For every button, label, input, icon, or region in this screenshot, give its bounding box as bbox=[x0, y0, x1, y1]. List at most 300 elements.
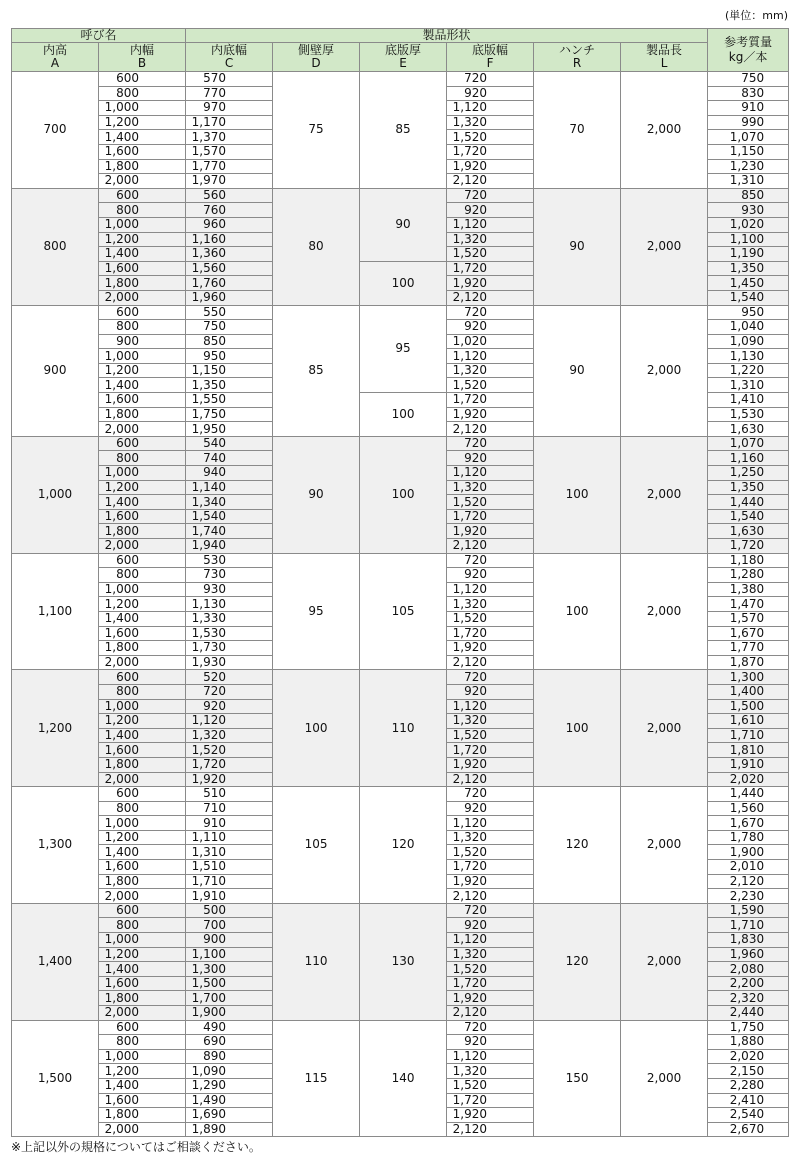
cell-inner-bottom-width: 740 bbox=[186, 451, 273, 466]
cell-inner-width: 1,600 bbox=[99, 743, 186, 758]
cell-bottom-width: 1,520 bbox=[447, 1078, 534, 1093]
cell-inner-width: 1,000 bbox=[99, 349, 186, 364]
cell-ref-weight: 2,120 bbox=[708, 874, 789, 889]
header-inner-bottom-width: 内底幅 C bbox=[186, 43, 273, 72]
cell-inner-width: 1,200 bbox=[99, 714, 186, 729]
cell-inner-height: 800 bbox=[12, 188, 99, 305]
cell-inner-bottom-width: 1,930 bbox=[186, 655, 273, 670]
table-row bbox=[12, 188, 789, 203]
cell-ref-weight: 1,220 bbox=[708, 363, 789, 378]
cell-inner-bottom-width: 850 bbox=[186, 334, 273, 349]
header-inner-height: 内高 A bbox=[12, 43, 99, 72]
cell-bottom-width: 1,320 bbox=[447, 363, 534, 378]
cell-ref-weight: 1,160 bbox=[708, 451, 789, 466]
cell-bottom-width: 2,120 bbox=[447, 174, 534, 189]
cell-inner-height: 1,300 bbox=[12, 787, 99, 904]
cell-bottom-width: 1,920 bbox=[447, 1108, 534, 1123]
cell-inner-width: 800 bbox=[99, 203, 186, 218]
cell-inner-width: 2,000 bbox=[99, 1122, 186, 1137]
cell-inner-width: 1,600 bbox=[99, 144, 186, 159]
cell-bottom-width: 1,920 bbox=[447, 757, 534, 772]
cell-side-wall: 80 bbox=[273, 188, 360, 305]
cell-length: 2,000 bbox=[621, 72, 708, 189]
cell-haunch: 120 bbox=[534, 903, 621, 1020]
ref-weight-unit: kg／本 bbox=[728, 50, 768, 64]
cell-inner-width: 2,000 bbox=[99, 1006, 186, 1021]
cell-bottom-width: 720 bbox=[447, 553, 534, 568]
cell-inner-width: 1,000 bbox=[99, 466, 186, 481]
cell-bottom-thickness: 90 bbox=[360, 188, 447, 261]
cell-haunch: 90 bbox=[534, 188, 621, 305]
footnote: ※上記以外の規格についてはご相談ください。 bbox=[11, 1140, 261, 1154]
cell-inner-width: 600 bbox=[99, 188, 186, 203]
cell-inner-bottom-width: 750 bbox=[186, 320, 273, 335]
table-row bbox=[12, 670, 789, 685]
cell-inner-bottom-width: 760 bbox=[186, 203, 273, 218]
cell-bottom-width: 1,520 bbox=[447, 962, 534, 977]
cell-inner-bottom-width: 1,910 bbox=[186, 889, 273, 904]
cell-inner-bottom-width: 540 bbox=[186, 436, 273, 451]
cell-inner-bottom-width: 510 bbox=[186, 787, 273, 802]
cell-inner-width: 600 bbox=[99, 670, 186, 685]
cell-ref-weight: 850 bbox=[708, 188, 789, 203]
cell-ref-weight: 1,350 bbox=[708, 261, 789, 276]
cell-ref-weight: 1,900 bbox=[708, 845, 789, 860]
cell-inner-width: 1,800 bbox=[99, 276, 186, 291]
header-bottom-thickness: 底版厚 E bbox=[360, 43, 447, 72]
cell-bottom-width: 920 bbox=[447, 684, 534, 699]
cell-ref-weight: 1,310 bbox=[708, 378, 789, 393]
cell-bottom-width: 720 bbox=[447, 188, 534, 203]
cell-inner-bottom-width: 1,690 bbox=[186, 1108, 273, 1123]
cell-inner-bottom-width: 550 bbox=[186, 305, 273, 320]
cell-inner-bottom-width: 950 bbox=[186, 349, 273, 364]
cell-inner-bottom-width: 530 bbox=[186, 553, 273, 568]
cell-ref-weight: 910 bbox=[708, 101, 789, 116]
cell-inner-bottom-width: 1,560 bbox=[186, 261, 273, 276]
cell-bottom-thickness: 100 bbox=[360, 436, 447, 553]
cell-ref-weight: 1,150 bbox=[708, 144, 789, 159]
cell-bottom-width: 1,320 bbox=[447, 232, 534, 247]
cell-inner-bottom-width: 1,110 bbox=[186, 830, 273, 845]
cell-inner-bottom-width: 1,750 bbox=[186, 407, 273, 422]
cell-inner-width: 1,600 bbox=[99, 976, 186, 991]
cell-inner-width: 1,800 bbox=[99, 159, 186, 174]
cell-length: 2,000 bbox=[621, 670, 708, 787]
cell-bottom-width: 920 bbox=[447, 918, 534, 933]
cell-inner-width: 1,800 bbox=[99, 641, 186, 656]
cell-inner-height: 1,100 bbox=[12, 553, 99, 670]
cell-ref-weight: 1,440 bbox=[708, 495, 789, 510]
cell-bottom-thickness: 140 bbox=[360, 1020, 447, 1137]
cell-ref-weight: 1,670 bbox=[708, 626, 789, 641]
cell-ref-weight: 1,300 bbox=[708, 670, 789, 685]
cell-inner-bottom-width: 1,300 bbox=[186, 962, 273, 977]
cell-inner-width: 800 bbox=[99, 451, 186, 466]
cell-inner-width: 2,000 bbox=[99, 655, 186, 670]
cell-inner-bottom-width: 1,160 bbox=[186, 232, 273, 247]
cell-ref-weight: 2,200 bbox=[708, 976, 789, 991]
cell-inner-width: 1,400 bbox=[99, 962, 186, 977]
cell-inner-bottom-width: 690 bbox=[186, 1035, 273, 1050]
cell-ref-weight: 1,180 bbox=[708, 553, 789, 568]
cell-bottom-width: 2,120 bbox=[447, 1122, 534, 1137]
unit-note: (単位：mm) bbox=[724, 9, 788, 22]
cell-inner-bottom-width: 1,350 bbox=[186, 378, 273, 393]
cell-bottom-width: 1,520 bbox=[447, 130, 534, 145]
cell-ref-weight: 2,440 bbox=[708, 1006, 789, 1021]
cell-bottom-width: 1,120 bbox=[447, 1049, 534, 1064]
table-row bbox=[12, 553, 789, 568]
cell-inner-bottom-width: 960 bbox=[186, 217, 273, 232]
cell-inner-bottom-width: 900 bbox=[186, 933, 273, 948]
cell-ref-weight: 990 bbox=[708, 115, 789, 130]
cell-bottom-width: 2,120 bbox=[447, 889, 534, 904]
cell-inner-width: 1,800 bbox=[99, 524, 186, 539]
group-8 bbox=[12, 903, 789, 1020]
header-nominal: 呼び名 bbox=[12, 29, 186, 43]
cell-bottom-width: 920 bbox=[447, 1035, 534, 1050]
cell-ref-weight: 1,770 bbox=[708, 641, 789, 656]
cell-haunch: 120 bbox=[534, 787, 621, 904]
cell-inner-bottom-width: 1,490 bbox=[186, 1093, 273, 1108]
cell-length: 2,000 bbox=[621, 1020, 708, 1137]
cell-inner-bottom-width: 1,520 bbox=[186, 743, 273, 758]
cell-ref-weight: 1,750 bbox=[708, 1020, 789, 1035]
cell-bottom-width: 720 bbox=[447, 1020, 534, 1035]
cell-ref-weight: 1,100 bbox=[708, 232, 789, 247]
cell-bottom-width: 1,320 bbox=[447, 480, 534, 495]
cell-inner-bottom-width: 1,920 bbox=[186, 772, 273, 787]
cell-inner-bottom-width: 1,760 bbox=[186, 276, 273, 291]
cell-inner-width: 1,000 bbox=[99, 816, 186, 831]
cell-bottom-width: 1,120 bbox=[447, 816, 534, 831]
cell-inner-width: 1,600 bbox=[99, 393, 186, 408]
cell-inner-bottom-width: 930 bbox=[186, 582, 273, 597]
cell-inner-bottom-width: 910 bbox=[186, 816, 273, 831]
cell-side-wall: 85 bbox=[273, 305, 360, 436]
cell-haunch: 100 bbox=[534, 436, 621, 553]
cell-bottom-width: 1,120 bbox=[447, 582, 534, 597]
cell-inner-bottom-width: 490 bbox=[186, 1020, 273, 1035]
cell-bottom-width: 1,520 bbox=[447, 728, 534, 743]
cell-inner-width: 600 bbox=[99, 787, 186, 802]
cell-inner-bottom-width: 520 bbox=[186, 670, 273, 685]
cell-bottom-width: 1,320 bbox=[447, 115, 534, 130]
cell-inner-bottom-width: 1,950 bbox=[186, 422, 273, 437]
cell-bottom-width: 1,720 bbox=[447, 743, 534, 758]
cell-bottom-width: 1,520 bbox=[447, 845, 534, 860]
cell-inner-bottom-width: 1,570 bbox=[186, 144, 273, 159]
cell-ref-weight: 1,780 bbox=[708, 830, 789, 845]
cell-haunch: 100 bbox=[534, 670, 621, 787]
cell-inner-bottom-width: 890 bbox=[186, 1049, 273, 1064]
cell-bottom-width: 1,920 bbox=[447, 991, 534, 1006]
table-row bbox=[12, 903, 789, 918]
cell-inner-width: 1,600 bbox=[99, 509, 186, 524]
cell-inner-bottom-width: 970 bbox=[186, 101, 273, 116]
group-1 bbox=[12, 72, 789, 189]
header-ref-weight bbox=[708, 29, 789, 72]
cell-inner-bottom-width: 730 bbox=[186, 568, 273, 583]
cell-inner-width: 600 bbox=[99, 553, 186, 568]
cell-inner-height: 700 bbox=[12, 72, 99, 189]
cell-ref-weight: 1,710 bbox=[708, 728, 789, 743]
cell-ref-weight: 1,070 bbox=[708, 436, 789, 451]
cell-ref-weight: 1,350 bbox=[708, 480, 789, 495]
cell-inner-bottom-width: 940 bbox=[186, 466, 273, 481]
cell-ref-weight: 1,630 bbox=[708, 422, 789, 437]
cell-ref-weight: 1,250 bbox=[708, 466, 789, 481]
cell-inner-bottom-width: 1,100 bbox=[186, 947, 273, 962]
cell-ref-weight: 2,020 bbox=[708, 1049, 789, 1064]
cell-ref-weight: 2,010 bbox=[708, 860, 789, 875]
cell-inner-width: 800 bbox=[99, 568, 186, 583]
cell-bottom-width: 1,520 bbox=[447, 611, 534, 626]
table-row bbox=[12, 72, 789, 87]
cell-ref-weight: 1,530 bbox=[708, 407, 789, 422]
cell-inner-height: 1,200 bbox=[12, 670, 99, 787]
cell-bottom-thickness: 120 bbox=[360, 787, 447, 904]
cell-ref-weight: 750 bbox=[708, 72, 789, 87]
cell-inner-width: 2,000 bbox=[99, 889, 186, 904]
cell-inner-bottom-width: 1,730 bbox=[186, 641, 273, 656]
cell-bottom-width: 720 bbox=[447, 436, 534, 451]
cell-inner-bottom-width: 1,120 bbox=[186, 714, 273, 729]
cell-ref-weight: 1,870 bbox=[708, 655, 789, 670]
cell-ref-weight: 2,150 bbox=[708, 1064, 789, 1079]
cell-bottom-width: 1,720 bbox=[447, 144, 534, 159]
cell-ref-weight: 1,020 bbox=[708, 217, 789, 232]
cell-inner-bottom-width: 1,500 bbox=[186, 976, 273, 991]
cell-inner-width: 800 bbox=[99, 801, 186, 816]
cell-ref-weight: 1,590 bbox=[708, 903, 789, 918]
table-header bbox=[12, 29, 789, 72]
cell-length: 2,000 bbox=[621, 188, 708, 305]
cell-bottom-width: 2,120 bbox=[447, 539, 534, 554]
group-7 bbox=[12, 787, 789, 904]
cell-length: 2,000 bbox=[621, 553, 708, 670]
cell-inner-width: 1,000 bbox=[99, 101, 186, 116]
cell-bottom-width: 1,120 bbox=[447, 933, 534, 948]
cell-bottom-thickness: 85 bbox=[360, 72, 447, 189]
cell-ref-weight: 2,020 bbox=[708, 772, 789, 787]
cell-ref-weight: 950 bbox=[708, 305, 789, 320]
cell-inner-width: 1,800 bbox=[99, 991, 186, 1006]
cell-ref-weight: 1,810 bbox=[708, 743, 789, 758]
cell-inner-width: 1,200 bbox=[99, 115, 186, 130]
cell-ref-weight: 1,540 bbox=[708, 290, 789, 305]
cell-side-wall: 105 bbox=[273, 787, 360, 904]
cell-bottom-width: 2,120 bbox=[447, 655, 534, 670]
cell-inner-width: 1,200 bbox=[99, 947, 186, 962]
cell-inner-width: 1,400 bbox=[99, 247, 186, 262]
cell-inner-width: 1,400 bbox=[99, 378, 186, 393]
cell-inner-width: 1,600 bbox=[99, 626, 186, 641]
cell-inner-width: 1,600 bbox=[99, 860, 186, 875]
cell-bottom-width: 920 bbox=[447, 86, 534, 101]
cell-side-wall: 90 bbox=[273, 436, 360, 553]
cell-ref-weight: 1,130 bbox=[708, 349, 789, 364]
cell-bottom-width: 1,020 bbox=[447, 334, 534, 349]
cell-inner-bottom-width: 1,370 bbox=[186, 130, 273, 145]
cell-inner-height: 1,500 bbox=[12, 1020, 99, 1137]
cell-ref-weight: 1,090 bbox=[708, 334, 789, 349]
group-6 bbox=[12, 670, 789, 787]
cell-inner-bottom-width: 1,740 bbox=[186, 524, 273, 539]
cell-inner-width: 1,200 bbox=[99, 480, 186, 495]
cell-bottom-width: 1,720 bbox=[447, 976, 534, 991]
cell-inner-bottom-width: 1,150 bbox=[186, 363, 273, 378]
cell-inner-bottom-width: 1,900 bbox=[186, 1006, 273, 1021]
cell-ref-weight: 1,570 bbox=[708, 611, 789, 626]
cell-inner-bottom-width: 1,540 bbox=[186, 509, 273, 524]
cell-bottom-thickness: 100 bbox=[360, 261, 447, 305]
cell-inner-bottom-width: 1,970 bbox=[186, 174, 273, 189]
cell-side-wall: 75 bbox=[273, 72, 360, 189]
cell-inner-bottom-width: 1,720 bbox=[186, 757, 273, 772]
cell-inner-width: 2,000 bbox=[99, 174, 186, 189]
cell-length: 2,000 bbox=[621, 787, 708, 904]
cell-bottom-width: 1,920 bbox=[447, 159, 534, 174]
cell-ref-weight: 1,380 bbox=[708, 582, 789, 597]
cell-bottom-width: 920 bbox=[447, 203, 534, 218]
group-9 bbox=[12, 1020, 789, 1137]
header-side-wall: 側壁厚 D bbox=[273, 43, 360, 72]
table-row bbox=[12, 305, 789, 320]
cell-bottom-width: 1,720 bbox=[447, 1093, 534, 1108]
cell-inner-bottom-width: 1,140 bbox=[186, 480, 273, 495]
cell-inner-width: 1,000 bbox=[99, 933, 186, 948]
cell-ref-weight: 1,280 bbox=[708, 568, 789, 583]
cell-haunch: 70 bbox=[534, 72, 621, 189]
cell-length: 2,000 bbox=[621, 305, 708, 436]
cell-inner-width: 1,200 bbox=[99, 597, 186, 612]
cell-ref-weight: 1,500 bbox=[708, 699, 789, 714]
cell-inner-bottom-width: 920 bbox=[186, 699, 273, 714]
cell-ref-weight: 1,410 bbox=[708, 393, 789, 408]
cell-inner-bottom-width: 1,770 bbox=[186, 159, 273, 174]
cell-bottom-width: 1,720 bbox=[447, 509, 534, 524]
cell-inner-width: 800 bbox=[99, 320, 186, 335]
cell-ref-weight: 2,540 bbox=[708, 1108, 789, 1123]
cell-inner-bottom-width: 500 bbox=[186, 903, 273, 918]
cell-bottom-width: 720 bbox=[447, 903, 534, 918]
cell-haunch: 100 bbox=[534, 553, 621, 670]
cell-inner-width: 1,400 bbox=[99, 611, 186, 626]
cell-bottom-width: 2,120 bbox=[447, 422, 534, 437]
cell-ref-weight: 1,910 bbox=[708, 757, 789, 772]
cell-inner-width: 800 bbox=[99, 86, 186, 101]
cell-bottom-width: 1,920 bbox=[447, 407, 534, 422]
cell-inner-width: 600 bbox=[99, 436, 186, 451]
cell-inner-width: 1,800 bbox=[99, 1108, 186, 1123]
cell-haunch: 90 bbox=[534, 305, 621, 436]
cell-ref-weight: 1,710 bbox=[708, 918, 789, 933]
cell-bottom-width: 720 bbox=[447, 670, 534, 685]
cell-ref-weight: 2,230 bbox=[708, 889, 789, 904]
cell-length: 2,000 bbox=[621, 903, 708, 1020]
cell-inner-width: 2,000 bbox=[99, 539, 186, 554]
cell-inner-bottom-width: 1,310 bbox=[186, 845, 273, 860]
cell-bottom-width: 1,520 bbox=[447, 247, 534, 262]
cell-inner-width: 800 bbox=[99, 684, 186, 699]
header-bottom-width: 底版幅 F bbox=[447, 43, 534, 72]
cell-bottom-width: 1,320 bbox=[447, 597, 534, 612]
cell-ref-weight: 1,610 bbox=[708, 714, 789, 729]
cell-ref-weight: 1,040 bbox=[708, 320, 789, 335]
cell-inner-width: 900 bbox=[99, 334, 186, 349]
cell-bottom-width: 1,120 bbox=[447, 217, 534, 232]
cell-inner-bottom-width: 770 bbox=[186, 86, 273, 101]
cell-bottom-width: 920 bbox=[447, 801, 534, 816]
cell-ref-weight: 1,440 bbox=[708, 787, 789, 802]
cell-ref-weight: 1,190 bbox=[708, 247, 789, 262]
cell-inner-bottom-width: 700 bbox=[186, 918, 273, 933]
cell-inner-bottom-width: 1,360 bbox=[186, 247, 273, 262]
cell-bottom-thickness: 95 bbox=[360, 305, 447, 393]
cell-bottom-width: 1,920 bbox=[447, 874, 534, 889]
cell-ref-weight: 2,670 bbox=[708, 1122, 789, 1137]
cell-bottom-thickness: 110 bbox=[360, 670, 447, 787]
cell-ref-weight: 2,280 bbox=[708, 1078, 789, 1093]
cell-bottom-width: 720 bbox=[447, 72, 534, 87]
cell-side-wall: 110 bbox=[273, 903, 360, 1020]
cell-bottom-width: 1,720 bbox=[447, 626, 534, 641]
cell-inner-width: 1,200 bbox=[99, 232, 186, 247]
cell-inner-bottom-width: 1,290 bbox=[186, 1078, 273, 1093]
cell-bottom-width: 1,320 bbox=[447, 947, 534, 962]
cell-inner-bottom-width: 570 bbox=[186, 72, 273, 87]
cell-inner-bottom-width: 1,700 bbox=[186, 991, 273, 1006]
cell-inner-bottom-width: 720 bbox=[186, 684, 273, 699]
cell-bottom-width: 2,120 bbox=[447, 1006, 534, 1021]
header-haunch: ハンチ R bbox=[534, 43, 621, 72]
header-inner-width: 内幅 B bbox=[99, 43, 186, 72]
cell-bottom-width: 1,720 bbox=[447, 393, 534, 408]
cell-inner-width: 2,000 bbox=[99, 290, 186, 305]
cell-ref-weight: 930 bbox=[708, 203, 789, 218]
cell-inner-width: 1,800 bbox=[99, 874, 186, 889]
cell-ref-weight: 1,670 bbox=[708, 816, 789, 831]
cell-inner-bottom-width: 1,530 bbox=[186, 626, 273, 641]
cell-inner-width: 1,600 bbox=[99, 261, 186, 276]
cell-inner-width: 1,000 bbox=[99, 582, 186, 597]
cell-ref-weight: 1,470 bbox=[708, 597, 789, 612]
table-row bbox=[12, 787, 789, 802]
cell-inner-bottom-width: 1,550 bbox=[186, 393, 273, 408]
cell-inner-height: 1,400 bbox=[12, 903, 99, 1020]
cell-inner-bottom-width: 1,320 bbox=[186, 728, 273, 743]
cell-ref-weight: 1,880 bbox=[708, 1035, 789, 1050]
table-row bbox=[12, 436, 789, 451]
cell-inner-bottom-width: 1,710 bbox=[186, 874, 273, 889]
cell-inner-width: 1,800 bbox=[99, 757, 186, 772]
cell-bottom-width: 920 bbox=[447, 451, 534, 466]
cell-inner-width: 800 bbox=[99, 1035, 186, 1050]
cell-bottom-width: 1,920 bbox=[447, 641, 534, 656]
cell-inner-width: 800 bbox=[99, 918, 186, 933]
cell-ref-weight: 1,630 bbox=[708, 524, 789, 539]
cell-inner-bottom-width: 1,510 bbox=[186, 860, 273, 875]
cell-inner-bottom-width: 1,890 bbox=[186, 1122, 273, 1137]
cell-inner-bottom-width: 1,330 bbox=[186, 611, 273, 626]
cell-bottom-width: 1,120 bbox=[447, 101, 534, 116]
cell-bottom-width: 1,120 bbox=[447, 699, 534, 714]
cell-bottom-width: 1,320 bbox=[447, 1064, 534, 1079]
cell-bottom-width: 1,920 bbox=[447, 276, 534, 291]
cell-inner-bottom-width: 1,960 bbox=[186, 290, 273, 305]
